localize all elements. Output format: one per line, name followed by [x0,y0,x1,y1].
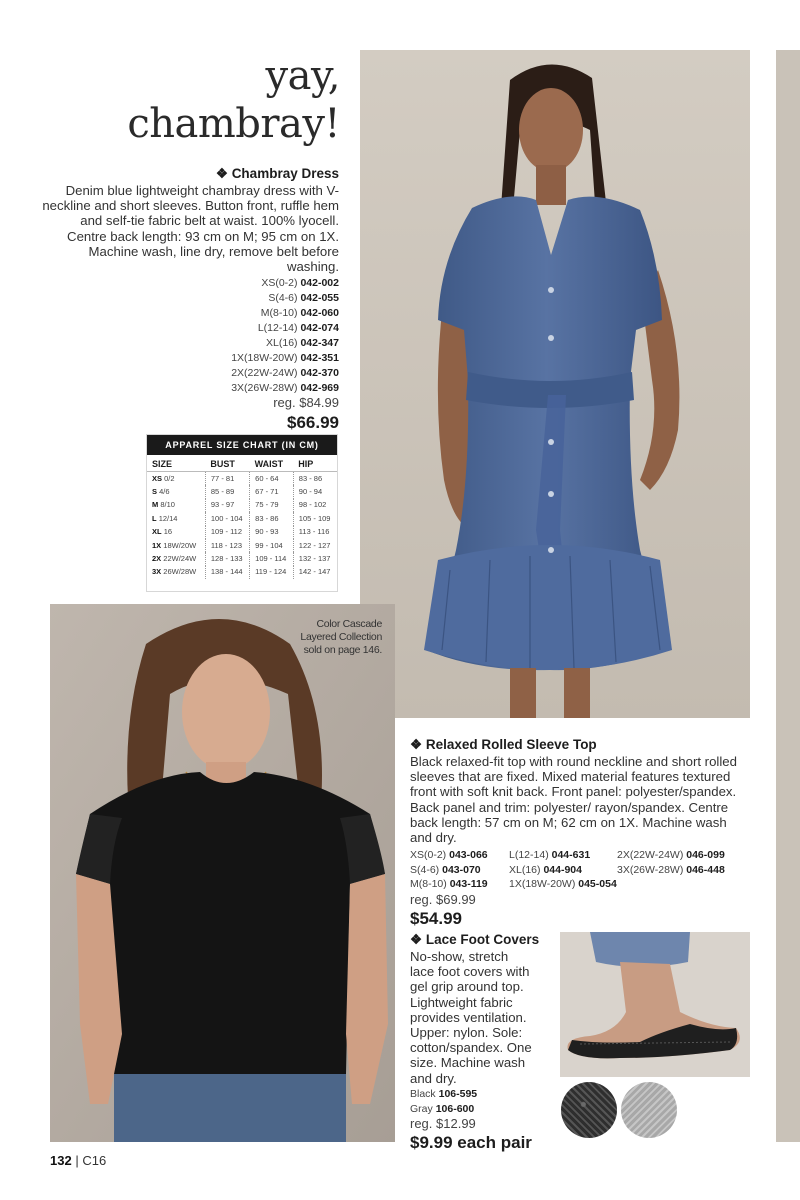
lace-foot-covers-copy [410,932,558,1153]
top-title: Relaxed Rolled Sleeve Top [425,737,597,752]
sku-line: S(4-6) 043-070 [410,863,481,876]
size-chart-row [147,485,337,498]
caption-line: Layered Collection [300,631,382,643]
chambray-dress-copy [39,166,339,433]
size-chart-row [147,552,337,565]
chambray-dress-photo [360,50,750,718]
size-chart-row [147,566,337,579]
headline-line-2: chambray! [127,101,340,147]
size-chart-header: HIP [293,458,337,472]
bust-cell: 118 - 123 [205,539,249,552]
diamond-bullet-icon: ❖ [410,737,423,752]
sku-line: Black 106-595 [410,1087,478,1100]
waist-cell: 109 - 114 [250,552,294,565]
hip-cell: 105 - 109 [293,512,337,525]
rolled-sleeve-top-copy [410,737,740,929]
waist-cell: 67 - 71 [250,485,294,498]
bust-cell: 93 - 97 [205,499,249,512]
diamond-bullet-icon: ❖ [215,166,228,181]
page-folio [50,1153,106,1168]
size-cell: M 8/10 [152,500,175,510]
page-number: 132 [50,1153,72,1168]
sku-line: 2X(22W-24W) 042-370 [231,367,339,380]
diamond-bullet-icon: ❖ [410,932,423,947]
size-chart-header: SIZE [147,458,205,472]
foot-covers-photo [560,932,750,1077]
top-model-illustration [50,604,395,1142]
page-headline [127,52,340,148]
folio-separator: | [75,1153,79,1168]
size-chart-row [147,539,337,552]
sku-line: 2X(22W-24W) 046-099 [617,849,725,862]
sku-line: XS(0-2) 043-066 [410,849,488,862]
size-chart-row [147,472,337,486]
hip-cell: 142 - 147 [293,566,337,579]
sku-line: L(12-14) 044-631 [509,849,591,862]
hip-cell: 90 - 94 [293,485,337,498]
adjacent-page-edge [776,50,800,1142]
sku-line: M(8-10) 042-060 [260,307,339,320]
waist-cell: 99 - 104 [250,539,294,552]
waist-cell: 119 - 124 [250,566,294,579]
waist-cell: 60 - 64 [250,472,294,486]
sku-line: M(8-10) 043-119 [410,878,488,891]
dress-reg-price: reg. $84.99 [273,395,339,411]
bust-cell: 77 - 81 [205,472,249,486]
bust-cell: 138 - 144 [205,566,249,579]
size-chart-table [147,458,337,579]
sku-line: L(12-14) 042-074 [257,322,339,335]
size-cell: 3X 26W/28W [152,567,197,577]
waist-cell: 90 - 93 [250,526,294,539]
hip-cell: 98 - 102 [293,499,337,512]
size-cell: XS 0/2 [152,473,175,483]
foot-title-row [410,932,558,948]
headline-line-1: yay, [265,53,340,99]
size-chart-title: APPAREL SIZE CHART (IN CM) [147,435,337,455]
size-chart-row [147,499,337,512]
size-chart-header: WAIST [250,458,294,472]
size-cell: 2X 22W/24W [152,553,197,563]
hip-cell: 122 - 127 [293,539,337,552]
sku-line: Gray 106-600 [410,1102,475,1115]
sku-line: 3X(26W-28W) 046-448 [617,863,725,876]
top-title-row [410,737,740,753]
foot-title: Lace Foot Covers [425,932,540,947]
size-chart-row [147,526,337,539]
size-cell: XL 16 [152,527,173,537]
black-swatch [561,1082,617,1138]
foot-sale-price: $9.99 each pair [410,1132,532,1152]
top-sale-price: $54.99 [410,908,462,928]
gray-swatch [621,1082,677,1138]
sku-line: XS(0-2) 042-002 [261,277,339,290]
foot-reg-price: reg. $12.99 [410,1115,476,1131]
dress-sale-price: $66.99 [287,413,339,433]
top-sku-grid [410,848,740,892]
bust-cell: 100 - 104 [205,512,249,525]
bust-cell: 109 - 112 [205,526,249,539]
rolled-sleeve-top-photo [50,604,395,1142]
size-cell: 1X 18W/20W [152,540,197,550]
caption-line: sold on page 146. [303,644,382,656]
size-chart-header: BUST [205,458,249,472]
size-chart-body [147,472,337,580]
dress-title-row [39,166,339,182]
sku-line: XL(16) 044-904 [509,863,582,876]
hip-cell: 83 - 86 [293,472,337,486]
caption-line: Color Cascade [316,618,382,630]
catalog-code: C16 [82,1153,107,1168]
size-chart-row [147,512,337,525]
collection-caption [300,618,382,657]
dress-title: Chambray Dress [231,166,339,181]
hip-cell: 132 - 137 [293,552,337,565]
top-reg-price: reg. $69.99 [410,891,476,907]
dress-description: Denim blue lightweight chambray dress with V-neckline and short sleeves. Button front, ruffle hem and self-tie fabric belt at waist. 100% lyocell. Centre back length: 93 cm on M; 95 cm on 1X. Machine wash, line dry, remove belt before washing. [42,183,339,275]
hip-cell: 113 - 116 [293,526,337,539]
dress-model-illustration [360,50,750,718]
waist-cell: 75 - 79 [250,499,294,512]
bust-cell: 128 - 133 [205,552,249,565]
apparel-size-chart [146,434,338,592]
foot-illustration [560,932,750,1077]
foot-description: No-show, stretch lace foot covers with gel grip around top. Lightweight fabric provides ventilation. Upper: nylon. Sole: cotton/spandex. One size. Machine wash and dry. [410,949,532,1086]
sku-line: XL(16) 042-347 [266,337,339,350]
bust-cell: 85 - 89 [205,485,249,498]
top-description: Black relaxed-fit top with round neckline and short rolled sleeves that are fixed. Mixed material features textured front with soft knit back. Front panel: polyester/spandex. Back panel and trim: polyester/ rayon/spandex. Centre back length: 57 cm on M; 62 cm on 1X. Machine wash and dry. [410,754,737,846]
sku-line: S(4-6) 042-055 [268,292,339,305]
waist-cell: 83 - 86 [250,512,294,525]
size-cell: S 4/6 [152,486,170,496]
sku-line: 1X(18W-20W) 042-351 [231,352,339,365]
dress-sku-list [39,276,339,396]
sku-line: 3X(26W-28W) 042-969 [231,382,339,395]
size-cell: L 12/14 [152,513,178,523]
sku-line: 1X(18W-20W) 045-054 [509,878,617,891]
